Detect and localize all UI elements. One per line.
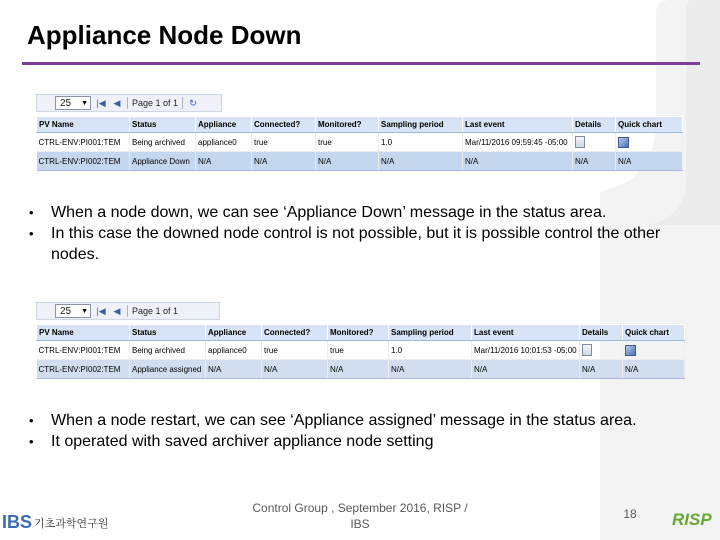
bullet-text: It operated with saved archiver appliance node setting <box>51 433 434 450</box>
cell-sampling-period: N/A <box>379 152 463 171</box>
cell-status: Being archived <box>130 133 196 152</box>
pager-separator <box>127 305 128 317</box>
cell-sampling-period: 1.0 <box>389 341 472 360</box>
bullet-list-2 <box>29 410 679 452</box>
bullet-list-1 <box>29 202 694 265</box>
refresh-icon[interactable]: ↻ <box>189 97 197 108</box>
cell-appliance: appliance0 <box>196 133 252 152</box>
cell-quick-chart <box>623 341 685 360</box>
column-header-pv-name[interactable]: PV Name <box>37 117 130 133</box>
ibs-logo <box>2 512 108 533</box>
bullet-text: When a node down, we can see ‘Appliance Down’ message in the status area. <box>51 204 607 221</box>
first-page-icon[interactable]: |◀ <box>96 97 106 108</box>
footer-text: Control Group , September 2016, RISP / IBS <box>252 501 468 531</box>
bullet-icon: • <box>29 413 34 428</box>
page-size-value: 25 <box>60 305 72 317</box>
cell-sampling-period: 1.0 <box>379 133 463 152</box>
cell-appliance: N/A <box>206 360 262 379</box>
ibs-logo-mark: IBS <box>2 512 33 532</box>
cell-pv-name: CTRL-ENV:PI001:TEM <box>37 133 130 152</box>
chart-icon[interactable] <box>618 137 629 148</box>
column-header-quick-chart[interactable]: Quick chart <box>616 117 683 133</box>
cell-pv-name: CTRL-ENV:PI001:TEM <box>37 341 130 360</box>
page-label: Page 1 of 1 <box>132 98 179 108</box>
cell-quick-chart: N/A <box>623 360 685 379</box>
cell-last-event: Mar/11/2016 09:59:45 -05:00 <box>463 133 573 152</box>
cell-pv-name: CTRL-ENV:PI002:TEM <box>37 360 130 379</box>
ibs-logo-text: 기초과학연구원 <box>34 516 109 530</box>
column-header-status[interactable]: Status <box>130 325 206 341</box>
cell-status: Appliance assigned <box>130 360 206 379</box>
cell-quick-chart <box>616 133 683 152</box>
pv-table <box>36 324 685 379</box>
cell-monitored: true <box>328 341 389 360</box>
cell-last-event: Mar/11/2016 10:01:53 -05:00 <box>472 341 580 360</box>
table-row[interactable] <box>37 133 683 152</box>
column-header-quick-chart[interactable]: Quick chart <box>623 325 685 341</box>
column-header-appliance[interactable]: Appliance <box>206 325 262 341</box>
decorative-background-shape <box>600 0 720 540</box>
column-header-last-event[interactable]: Last event <box>472 325 580 341</box>
pv-table <box>36 116 683 171</box>
cell-connected: true <box>262 341 328 360</box>
table-row[interactable] <box>37 360 685 379</box>
bullet-text: In this case the downed node control is not possible, but it is possible control the other nodes. <box>51 225 661 263</box>
cell-status: Being archived <box>130 341 206 360</box>
archiver-grid-screenshot-1 <box>36 94 682 171</box>
cell-status: Appliance Down <box>130 152 196 171</box>
column-header-last-event[interactable]: Last event <box>463 117 573 133</box>
pager-separator <box>127 97 128 109</box>
table-row[interactable] <box>37 341 685 360</box>
cell-details: N/A <box>573 152 616 171</box>
page-size-select[interactable] <box>55 96 91 110</box>
cell-details: N/A <box>580 360 623 379</box>
cell-monitored: N/A <box>328 360 389 379</box>
list-item <box>29 410 679 431</box>
bullet-icon: • <box>29 434 34 449</box>
slide-title: Appliance Node Down <box>27 20 302 50</box>
page-size-select[interactable] <box>55 304 91 318</box>
list-item <box>29 223 694 265</box>
document-icon[interactable] <box>582 344 592 356</box>
cell-connected: true <box>252 133 316 152</box>
table-row[interactable] <box>37 152 683 171</box>
cell-sampling-period: N/A <box>389 360 472 379</box>
cell-last-event: N/A <box>472 360 580 379</box>
column-header-status[interactable]: Status <box>130 117 196 133</box>
cell-details <box>573 133 616 152</box>
bullet-icon: • <box>29 226 34 241</box>
chevron-down-icon: ▼ <box>81 307 88 315</box>
cell-appliance: N/A <box>196 152 252 171</box>
document-icon[interactable] <box>575 136 585 148</box>
table-header-row <box>37 117 683 133</box>
page-number: 18 <box>623 507 637 521</box>
page-label: Page 1 of 1 <box>132 306 179 316</box>
previous-page-icon[interactable]: ◀ <box>113 305 121 316</box>
column-header-pv-name[interactable]: PV Name <box>37 325 130 341</box>
column-header-connected[interactable]: Connected? <box>262 325 328 341</box>
grid-pager <box>36 94 222 112</box>
first-page-icon[interactable]: |◀ <box>96 305 106 316</box>
column-header-details[interactable]: Details <box>573 117 616 133</box>
column-header-monitored[interactable]: Monitored? <box>328 325 389 341</box>
cell-last-event: N/A <box>463 152 573 171</box>
list-item <box>29 431 679 452</box>
cell-connected: N/A <box>262 360 328 379</box>
pager-separator <box>182 97 183 109</box>
table-header-row <box>37 325 685 341</box>
column-header-connected[interactable]: Connected? <box>252 117 316 133</box>
archiver-grid-screenshot-2 <box>36 302 684 379</box>
page-size-value: 25 <box>60 97 72 109</box>
cell-monitored: N/A <box>316 152 379 171</box>
chevron-down-icon: ▼ <box>81 99 88 107</box>
column-header-monitored[interactable]: Monitored? <box>316 117 379 133</box>
cell-monitored: true <box>316 133 379 152</box>
risp-logo: RISP <box>672 510 712 529</box>
bullet-text: When a node restart, we can see ‘Appliance assigned’ message in the status area. <box>51 412 637 429</box>
column-header-sampling-period[interactable]: Sampling period <box>379 117 463 133</box>
column-header-appliance[interactable]: Appliance <box>196 117 252 133</box>
column-header-details[interactable]: Details <box>580 325 623 341</box>
cell-connected: N/A <box>252 152 316 171</box>
grid-pager <box>36 302 220 320</box>
column-header-sampling-period[interactable]: Sampling period <box>389 325 472 341</box>
bullet-icon: • <box>29 205 34 220</box>
title-divider <box>22 62 700 65</box>
previous-page-icon[interactable]: ◀ <box>113 97 121 108</box>
cell-pv-name: CTRL-ENV:PI002:TEM <box>37 152 130 171</box>
chart-icon[interactable] <box>625 345 636 356</box>
cell-details <box>580 341 623 360</box>
list-item <box>29 202 694 223</box>
cell-quick-chart: N/A <box>616 152 683 171</box>
cell-appliance: appliance0 <box>206 341 262 360</box>
